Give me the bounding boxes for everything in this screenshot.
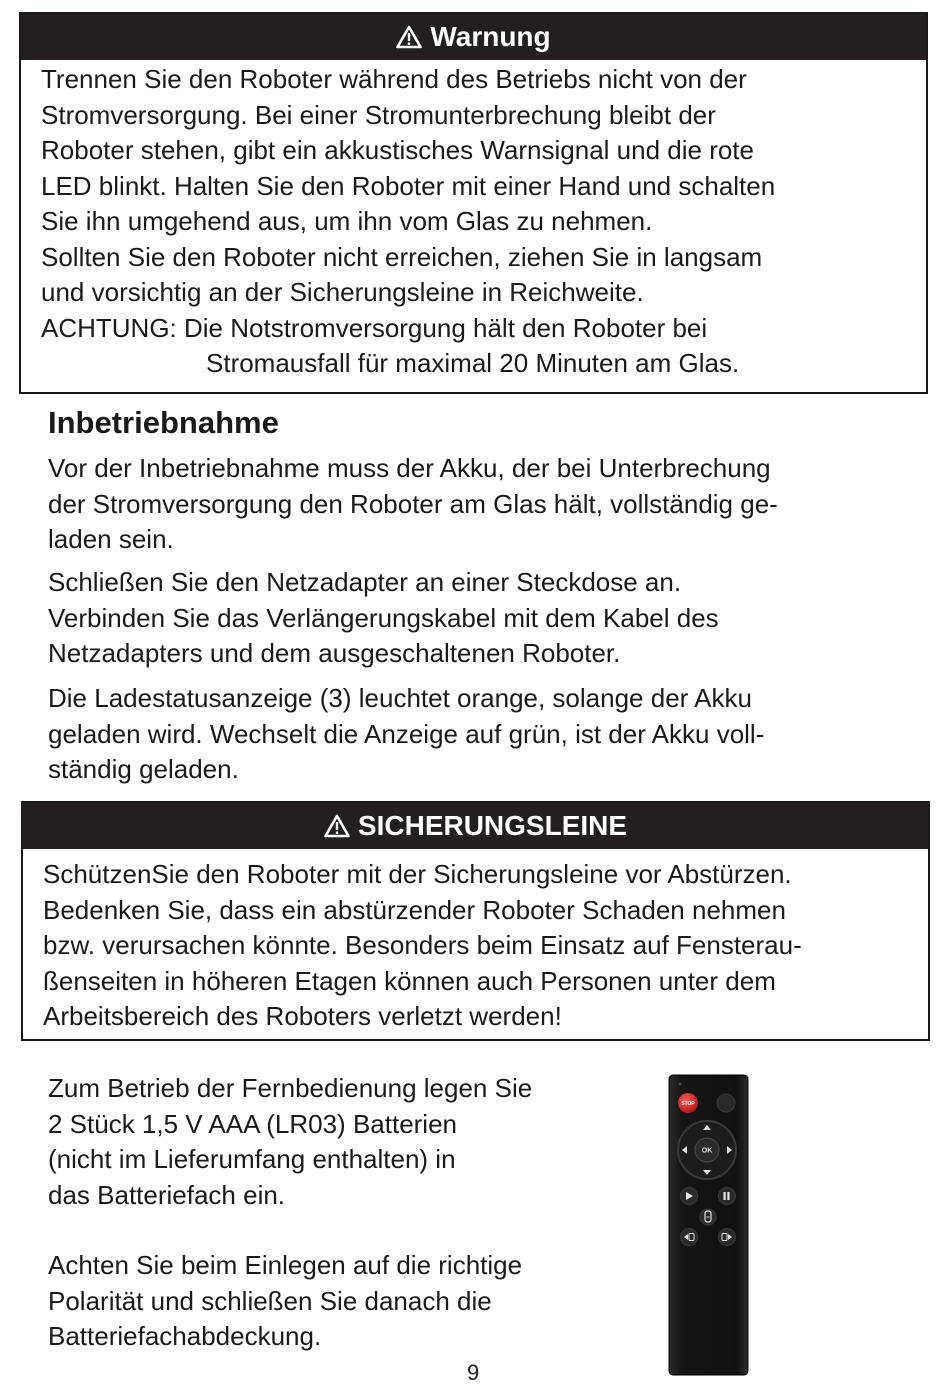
warning-line: und vorsichtig an der Sicherungsleine in Reichweite. xyxy=(41,277,644,307)
safety-line-line: Arbeitsbereich des Roboters verletzt werden! xyxy=(43,1001,562,1031)
warning-icon xyxy=(396,25,422,49)
stop-label: STOP xyxy=(681,1101,695,1107)
ok-label: OK xyxy=(701,1147,713,1155)
paragraph-line: laden sein. xyxy=(48,524,174,554)
commissioning-paragraph-2 xyxy=(48,565,719,672)
safety-line-line: bzw. verursachen könnte. Besonders beim Einsatz auf Fensterau- xyxy=(43,930,802,960)
safety-line-line: SchützenSie den Roboter mit der Sicherungsleine vor Abstürzen. xyxy=(43,859,792,889)
warning-header xyxy=(21,14,926,60)
warning-line: Stromausfall für maximal 20 Minuten am Glas. xyxy=(206,348,740,378)
remote-control-image xyxy=(668,1074,750,1378)
paragraph-line: 2 Stück 1,5 V AAA (LR03) Batterien xyxy=(48,1108,458,1139)
paragraph-line: Zum Betrieb der Fernbedienung legen Sie xyxy=(48,1073,533,1103)
remote-paragraph-2 xyxy=(48,1248,522,1355)
paragraph-line: Schließen Sie den Netzadapter an einer Steckdose an. xyxy=(48,567,682,597)
paragraph-line: geladen wird. Wechselt die Anzeige auf grün, ist der Akku voll- xyxy=(48,718,765,749)
paragraph-line: Polarität und schließen Sie danach die xyxy=(48,1285,492,1316)
safety-line-text xyxy=(43,857,802,1035)
warning-text xyxy=(41,62,775,382)
warning-line: Roboter stehen, gibt ein akkustisches Warnsignal und die rote xyxy=(41,135,754,165)
paragraph-line: Batteriefachabdeckung. xyxy=(48,1321,322,1351)
commissioning-paragraph-1 xyxy=(48,451,778,558)
remote-led xyxy=(679,1083,682,1086)
warning-line: Sollten Sie den Roboter nicht erreichen, ziehen Sie in langsam xyxy=(41,241,763,272)
warning-line: ACHTUNG: Die Notstromversorgung hält den Roboter bei xyxy=(41,312,708,343)
warning-line: Trennen Sie den Roboter während des Betriebs nicht von der xyxy=(41,64,747,94)
section-heading: Inbetriebnahme xyxy=(48,405,279,440)
paragraph-line: Netzadapters und dem ausgeschaltenen Roboter. xyxy=(48,638,621,668)
warning-line: Sie ihn umgehend aus, um ihn vom Glas zu nehmen. xyxy=(41,206,653,236)
commissioning-paragraph-3 xyxy=(48,681,764,788)
page-number: 9 xyxy=(467,1360,480,1385)
pause-button xyxy=(719,1188,736,1205)
paragraph-line: Verbinden Sie das Verlängerungskabel mit dem Kabel des xyxy=(48,602,719,633)
warning-icon xyxy=(324,814,350,838)
warning-title: Warnung xyxy=(430,21,551,52)
safety-line-line: ßenseiten in höheren Etagen können auch Personen unter dem xyxy=(43,965,776,996)
safety-line-header xyxy=(23,803,928,849)
warning-line: Stromversorgung. Bei einer Stromunterbrechung bleibt der xyxy=(41,99,716,130)
paragraph-line: Vor der Inbetriebnahme muss der Akku, der bei Unterbrechung xyxy=(48,453,771,483)
power-button xyxy=(717,1094,735,1112)
safety-line-title: SICHERUNGSLEINE xyxy=(357,810,628,841)
paragraph-line: das Batteriefach ein. xyxy=(48,1179,286,1210)
safety-line-line: Bedenken Sie, dass ein abstürzender Roboter Schaden nehmen xyxy=(43,894,786,925)
warning-line: LED blinkt. Halten Sie den Roboter mit einer Hand und schalten xyxy=(41,170,776,201)
pause-icon xyxy=(724,1192,726,1200)
paragraph-line: Achten Sie beim Einlegen auf die richtige xyxy=(48,1250,523,1280)
remote-paragraph-1 xyxy=(48,1071,532,1213)
paragraph-line: Die Ladestatusanzeige (3) leuchtet orange, solange der Akku xyxy=(48,683,752,713)
safety-line-box xyxy=(21,801,930,1041)
paragraph-line: der Stromversorgung den Roboter am Glas hält, vollständig ge- xyxy=(48,488,778,519)
warning-box xyxy=(19,12,928,394)
paragraph-line: (nicht im Lieferumfang enthalten) in xyxy=(48,1144,456,1174)
paragraph-line: ständig geladen. xyxy=(48,754,239,784)
